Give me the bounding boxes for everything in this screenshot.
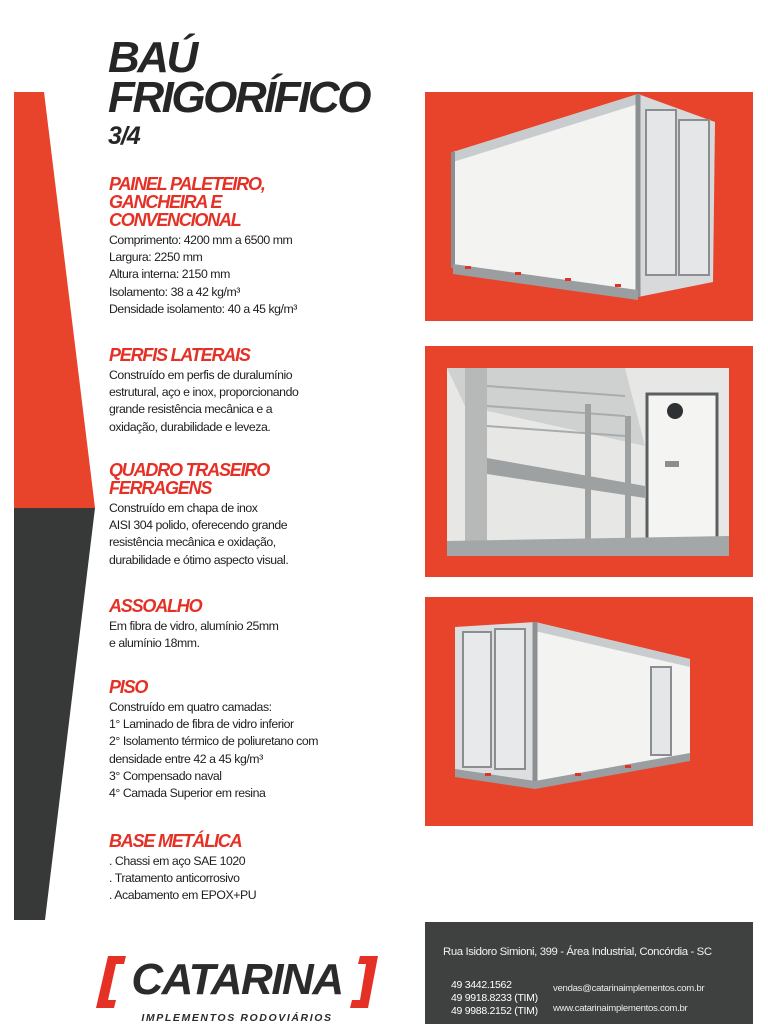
heading-line: PISO bbox=[109, 677, 148, 697]
phone-list bbox=[451, 979, 538, 1018]
logo-name: CATARINA bbox=[131, 955, 343, 1004]
truck-box-side-image bbox=[425, 597, 753, 826]
heading-line: PAINEL PALETEIRO, bbox=[109, 174, 265, 194]
page-title bbox=[108, 33, 369, 122]
title-fraction: 3/4 bbox=[108, 122, 140, 150]
heading-line: GANCHEIRA E bbox=[109, 192, 222, 212]
text-line: . Chassi em aço SAE 1020 bbox=[109, 854, 246, 868]
footer-address: Rua Isidoro Simioni, 399 - Área Industrial, Concórdia - SC bbox=[443, 946, 712, 958]
text-line: Comprimento: 4200 mm a 6500 mm bbox=[109, 233, 293, 247]
section-painel bbox=[109, 175, 409, 318]
phone-number: 49 9988.2152 (TIM) bbox=[451, 1005, 538, 1017]
text-line: Altura interna: 2150 mm bbox=[109, 267, 230, 282]
heading-line: QUADRO TRASEIRO bbox=[109, 460, 270, 480]
section-assoalho bbox=[109, 597, 409, 652]
truck-box-interior-image bbox=[425, 346, 753, 577]
heading-line: PERFIS LATERAIS bbox=[109, 345, 250, 365]
text-line: Largura: 2250 mm bbox=[109, 250, 203, 265]
section-text bbox=[109, 618, 409, 652]
truck-box-exterior-image bbox=[425, 92, 753, 321]
section-heading bbox=[109, 461, 409, 497]
text-line: durabilidade e ótimo aspecto visual. bbox=[109, 552, 289, 567]
logo-tagline: IMPLEMENTOS RODOVIÁRIOS bbox=[141, 1012, 333, 1024]
heading-line: FERRAGENS bbox=[109, 478, 212, 498]
text-line: . Tratamento anticorrosivo bbox=[109, 871, 240, 886]
section-text bbox=[109, 232, 409, 318]
section-heading bbox=[109, 597, 409, 615]
phone-number: 49 3442.1562 bbox=[451, 979, 512, 991]
text-line: Em fibra de vidro, alumínio 25mm bbox=[109, 619, 279, 633]
title-line-2: FRIGORÍFICO bbox=[108, 73, 369, 122]
section-quadro bbox=[109, 461, 409, 569]
photo-panel-exterior-rear bbox=[425, 92, 753, 321]
heading-line: BASE METÁLICA bbox=[109, 831, 242, 851]
photo-panel-interior bbox=[425, 346, 753, 577]
website-link[interactable]: www.catarinaimplementos.com.br bbox=[553, 1003, 688, 1014]
section-heading bbox=[109, 832, 409, 850]
section-base-metalica bbox=[109, 832, 409, 905]
heading-line: CONVENCIONAL bbox=[109, 210, 241, 230]
photo-panel-exterior-side bbox=[425, 597, 753, 826]
section-text bbox=[109, 853, 409, 905]
text-line: resistência mecânica e oxidação, bbox=[109, 535, 276, 550]
catarina-logo bbox=[92, 950, 382, 1024]
text-line: e alumínio 18mm. bbox=[109, 636, 200, 651]
email-link[interactable]: vendas@catarinaimplementos.com.br bbox=[553, 983, 705, 994]
text-line: . Acabamento em EPOX+PU bbox=[109, 888, 257, 903]
section-piso bbox=[109, 678, 409, 802]
phone-number: 49 9918.8233 (TIM) bbox=[451, 992, 538, 1004]
side-stripe-decoration bbox=[0, 0, 100, 930]
text-line: grande resistência mecânica e a bbox=[109, 402, 273, 417]
text-line: 1° Laminado de fibra de vidro inferior bbox=[109, 717, 294, 732]
text-line: 2° Isolamento térmico de poliuretano com bbox=[109, 734, 319, 749]
contact-links bbox=[553, 979, 704, 1019]
text-line: Isolamento: 38 a 42 kg/m³ bbox=[109, 284, 240, 299]
text-line: estrutural, aço e inox, proporcionando bbox=[109, 385, 299, 400]
section-perfis bbox=[109, 346, 409, 436]
text-line: oxidação, durabilidade e leveza. bbox=[109, 419, 271, 434]
text-line: Construído em chapa de inox bbox=[109, 501, 258, 515]
text-line: AISI 304 polido, oferecendo grande bbox=[109, 518, 288, 533]
title-line-1: BAÚ bbox=[108, 33, 196, 82]
text-line: Construído em perfis de duralumínio bbox=[109, 368, 293, 382]
section-text bbox=[109, 699, 409, 802]
section-heading bbox=[109, 678, 409, 696]
section-text bbox=[109, 500, 409, 569]
section-heading bbox=[109, 175, 409, 229]
section-text bbox=[109, 367, 409, 436]
text-line: 4° Camada Superior em resina bbox=[109, 786, 266, 801]
footer-contact-box bbox=[425, 922, 753, 1024]
text-line: Densidade isolamento: 40 a 45 kg/m³ bbox=[109, 301, 297, 316]
text-line: Construído em quatro camadas: bbox=[109, 700, 272, 714]
text-line: 3° Compensado naval bbox=[109, 768, 222, 783]
section-heading bbox=[109, 346, 409, 364]
text-line: densidade entre 42 a 45 kg/m³ bbox=[109, 751, 263, 766]
heading-line: ASSOALHO bbox=[109, 596, 202, 616]
